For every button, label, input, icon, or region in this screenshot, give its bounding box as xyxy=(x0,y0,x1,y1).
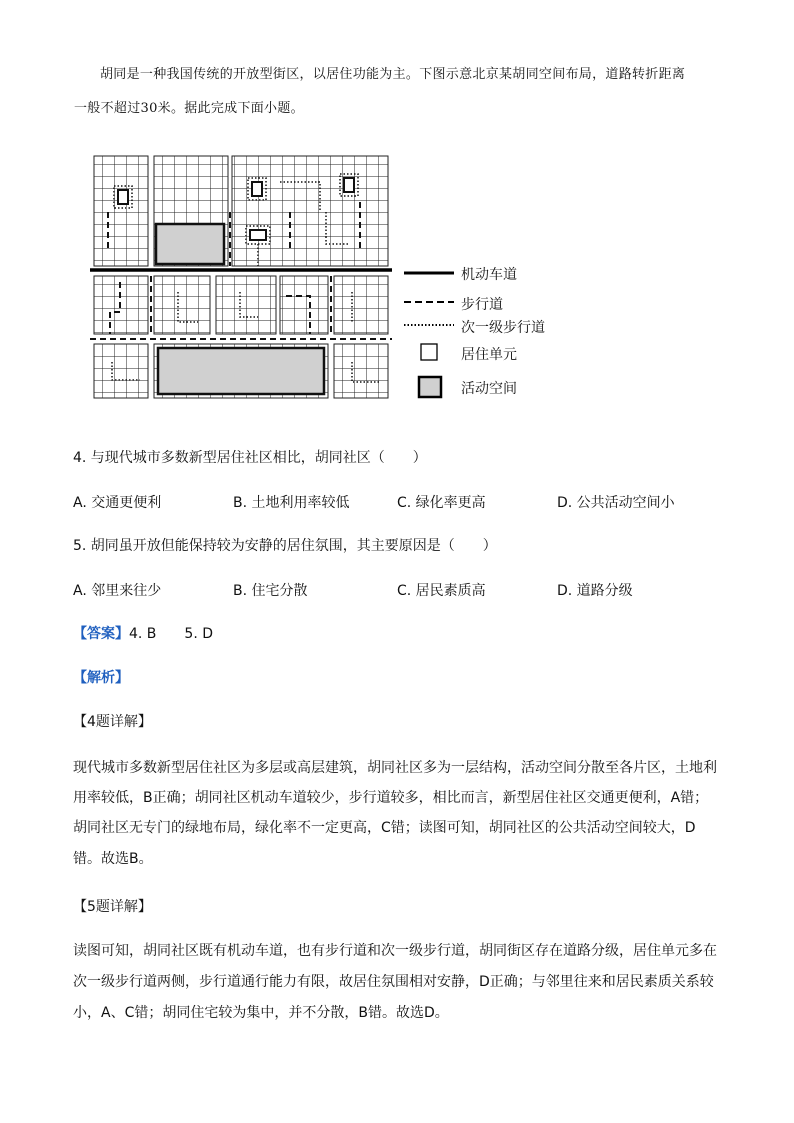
detail-5-line: 小，A、C错；胡同住宅较为集中，并不分散，B错。故选D。 xyxy=(73,1005,449,1021)
question-5-stem: 5. 胡同虽开放但能保持较为安静的居住氛围，其主要原因是（ ） xyxy=(73,538,497,554)
legend-secondary-footpath: 次一级步行道 xyxy=(461,320,545,336)
q5-option-c: C. 居民素质高 xyxy=(397,583,486,599)
detail-4-line: 用率较低，B正确；胡同社区机动车道较少，步行道较多，相比而言，新型居住社区交通更便利，A错； xyxy=(73,790,709,806)
q4-option-a: A. 交通更便利 xyxy=(73,495,162,511)
q4-option-d: D. 公共活动空间小 xyxy=(557,495,675,511)
q5-option-b: B. 住宅分散 xyxy=(233,583,308,599)
legend-motor-road: 机动车道 xyxy=(461,267,517,283)
activity-space-legend-icon xyxy=(419,377,441,397)
detail-5-line: 读图可知，胡同社区既有机动车道，也有步行道和次一级步行道，胡同街区存在道路分级，居住单元多在 xyxy=(73,943,717,959)
detail-4-title: 【4题详解】 xyxy=(73,714,152,730)
q4-option-c: C. 绿化率更高 xyxy=(397,495,486,511)
intro-line-2: 一般不超过30米。据此完成下面小题。 xyxy=(74,101,304,116)
activity-space-upper xyxy=(156,224,224,264)
q5-option-d: D. 道路分级 xyxy=(557,583,633,599)
answer-line xyxy=(73,624,213,645)
intro-line-1: 胡同是一种我国传统的开放型街区，以居住功能为主。下图示意北京某胡同空间布局，道路转折距离 xyxy=(100,67,686,82)
q4-option-b: B. 土地利用率较低 xyxy=(233,495,350,511)
detail-4-line: 胡同社区无专门的绿地布局，绿化率不一定更高，C错；读图可知，胡同社区的公共活动空间较大，D xyxy=(73,820,696,836)
answer-text: 4. B 5. D xyxy=(129,626,213,642)
activity-space-lower xyxy=(158,348,324,394)
q5-option-a: A. 邻里来往少 xyxy=(73,583,162,599)
answer-tag: 【答案】 xyxy=(73,626,129,642)
question-4-stem: 4. 与现代城市多数新型居住社区相比，胡同社区（ ） xyxy=(73,450,427,466)
residential-unit-legend-icon xyxy=(421,344,437,360)
legend-footpath: 步行道 xyxy=(461,297,503,313)
detail-5-line: 次一级步行道两侧，步行道通行能力有限，故居住氛围相对安静，D正确；与邻里往来和居民素质关系较 xyxy=(73,974,714,990)
hutong-layout-map xyxy=(90,152,400,402)
detail-5-title: 【5题详解】 xyxy=(73,899,152,915)
detail-4-line: 现代城市多数新型居住社区为多层或高层建筑，胡同社区多为一层结构，活动空间分散至各片区，土地利 xyxy=(73,760,717,776)
upper-blocks xyxy=(94,156,388,266)
analysis-tag: 【解析】 xyxy=(73,670,129,686)
legend-residential-unit: 居住单元 xyxy=(461,347,517,363)
legend-activity-space: 活动空间 xyxy=(461,381,517,397)
detail-4-line: 错。故选B。 xyxy=(73,851,153,867)
